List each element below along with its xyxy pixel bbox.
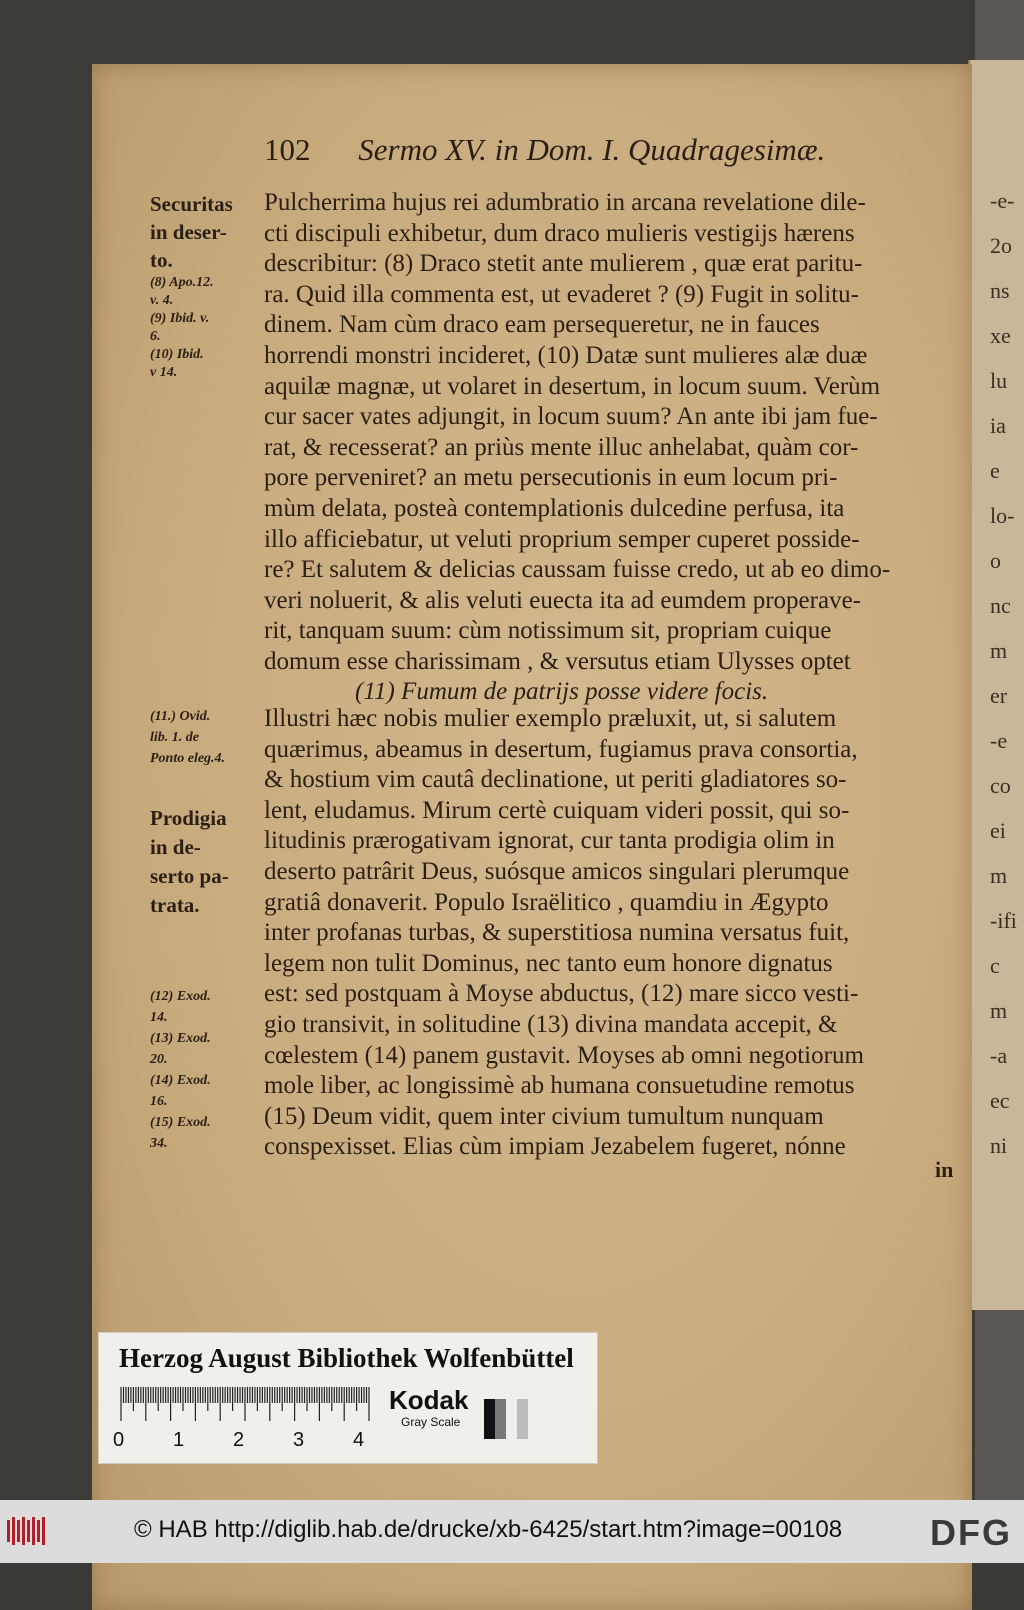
adjacent-text-fragment: xe: [990, 323, 1011, 348]
text-line: horrendi monstri incideret, (10) Datæ sunt mulieres alæ duæ: [264, 342, 868, 369]
adjacent-text-fragment: c: [990, 953, 1000, 978]
margin-note-prodigia: trata.: [150, 893, 200, 917]
text-line: mole liber, ac longissimè ab humana consuetudine remotus: [264, 1072, 855, 1100]
adjacent-text-fragment: -e: [990, 728, 1008, 753]
margin-note-reference: 16.: [150, 1094, 168, 1109]
margin-note-reference: (10) Ibid.: [150, 347, 204, 362]
text-line: aquilæ magnæ, ut volaret in desertum, in locum suum. Verùm: [264, 372, 881, 400]
text-line: pore perveniret? an metu persecutionis in eum locum pri-: [264, 464, 838, 492]
adjacent-text-fragment: m: [990, 638, 1008, 663]
margin-note-securitas: in deser-: [150, 220, 227, 244]
margin-note-reference: 34.: [150, 1136, 168, 1151]
margin-note-reference: 20.: [150, 1052, 168, 1067]
adjacent-text-fragment: ec: [990, 1088, 1010, 1113]
margin-note-prodigia: in de-: [150, 835, 201, 859]
adjacent-text-fragment: ns: [990, 278, 1010, 303]
adjacent-text-fragment: m: [990, 863, 1008, 888]
text-line: deserto patrârit Deus, suósque amicos singulari plerumque: [264, 858, 850, 885]
margin-note-ovid: Ponto eleg.4.: [150, 751, 226, 766]
text-line: litudinis prærogativam ignorat, cur tanta prodigia olim in: [264, 827, 835, 855]
adjacent-text-fragment: ia: [990, 413, 1006, 438]
hab-barcode-icon: [6, 1514, 48, 1548]
text-line: legem non tulit Dominus, nec tanto eum honore dignatus: [264, 949, 833, 977]
text-line: est: sed postquam à Moyse abductus, (12) mare sicco vesti-: [264, 980, 859, 1008]
margin-note-reference: (8) Apo.12.: [150, 275, 214, 290]
kodak-subtitle: Gray Scale: [401, 1415, 461, 1429]
adjacent-text-fragment: lu: [990, 368, 1008, 393]
adjacent-text-fragment: -a: [990, 1043, 1008, 1068]
adjacent-text-fragment: ei: [990, 818, 1006, 843]
text-line: cœlestem (14) panem gustavit. Moyses ab omni negotiorum: [264, 1041, 864, 1069]
text-line: Illustri hæc nobis mulier exemplo præluxit, ut, si salutem: [264, 705, 837, 732]
text-line: conspexisset. Elias cùm impiam Jezabelem fugeret, nónne: [264, 1133, 846, 1161]
text-line: dinem. Nam cùm draco eam persequeretur, ne in fauces: [264, 311, 820, 339]
measurement-ruler: [119, 1387, 371, 1423]
text-line: rat, & recesserat? an priùs mente illuc anhelabat, quàm cor-: [264, 433, 859, 461]
catchword: in: [935, 1157, 954, 1182]
adjacent-text-fragment: ni: [990, 1133, 1008, 1158]
margin-note-reference: 6.: [150, 329, 161, 344]
margin-note-reference: (9) Ibid. v.: [150, 311, 210, 326]
text-line: lent, eludamus. Mirum certè cuiquam videri possit, qui so-: [264, 796, 850, 824]
adjacent-text-fragment: lo-: [990, 503, 1015, 528]
adjacent-text-fragment: -ifi: [990, 908, 1017, 933]
margin-note-reference: (13) Exod.: [150, 1031, 211, 1046]
text-line: & hostium vim cautâ declinatione, ut periti gladiatores so-: [264, 766, 847, 794]
text-line: (15) Deum vidit, quem inter civium tumultum nunquam: [264, 1102, 824, 1130]
adjacent-text-fragment: nc: [990, 593, 1011, 618]
text-line: re? Et salutem & delicias caussam fuisse credo, ut ab eo dimo-: [264, 556, 891, 584]
text-line: mùm delata, posteà contemplationis dulcedine perfusa, ita: [264, 495, 845, 522]
margin-note-ovid: lib. 1. de: [150, 730, 199, 745]
margin-note-ovid: (11.) Ovid.: [150, 709, 211, 724]
text-line: veri noluerit, & alis veluti euecta ita ad eumdem properave-: [264, 586, 861, 614]
page-number: 102: [264, 132, 311, 167]
library-name: Herzog August Bibliothek Wolfenbüttel: [119, 1343, 574, 1373]
text-line: Pulcherrima hujus rei adumbratio in arcana revelatione dile-: [264, 189, 866, 216]
margin-note-securitas: to.: [150, 248, 173, 272]
ruler-number: 4: [353, 1429, 365, 1451]
text-line: gio transivit, in solitudine (13) divina mandata accepit, &: [264, 1011, 838, 1038]
margin-note-reference: (14) Exod.: [150, 1073, 211, 1088]
text-line: describitur: (8) Draco stetit ante mulierem , quæ erat paritu-: [264, 250, 863, 278]
text-line: rit, tanquam suum: cùm notissimum sit, propriam cuique: [264, 617, 832, 645]
text-line: quærimus, abeamus in desertum, fugiamus prava consortia,: [264, 735, 858, 763]
ruler-number: 1: [173, 1429, 185, 1451]
library-card: [98, 1332, 598, 1464]
text-line: illo afficiebatur, ut veluti proprium semper cuperet posside-: [264, 525, 860, 553]
adjacent-text-fragment: -e-: [990, 188, 1015, 213]
text-line: inter profanas turbas, & superstitiosa numina versatus fuit,: [264, 919, 850, 947]
text-line: cur sacer vates adjungit, in locum suum? An ante ibi jam fue-: [264, 403, 878, 431]
copyright-url[interactable]: © HAB http://diglib.hab.de/drucke/xb-6425/start.htm?image=00108: [134, 1516, 843, 1543]
margin-note-reference: (12) Exod.: [150, 989, 211, 1004]
ruler-number: 3: [293, 1429, 305, 1451]
margin-note-reference: (15) Exod.: [150, 1115, 211, 1130]
adjacent-text-fragment: m: [990, 998, 1008, 1023]
quoted-verse: (11) Fumum de patrijs posse videre focis.: [355, 678, 769, 705]
kodak-logo: Kodak: [389, 1385, 469, 1415]
margin-note-reference: v. 4.: [150, 293, 174, 308]
ruler-number: 2: [233, 1429, 245, 1451]
text-line: domum esse charissimam , & versutus etiam Ulysses optet: [264, 648, 851, 675]
text-line: gratiâ donaverit. Populo Israëlitico , quamdiu in Ægypto: [264, 888, 829, 916]
dfg-logo: DFG: [930, 1512, 1012, 1553]
running-title: Sermo XV. in Dom. I. Quadragesimæ.: [358, 132, 826, 167]
text-line: ra. Quid illa commenta est, ut evaderet ? (9) Fugit in solitu-: [264, 280, 859, 308]
adjacent-text-fragment: e: [990, 458, 1000, 483]
gray-scale-patch: [484, 1399, 528, 1439]
margin-note-reference: 14.: [150, 1010, 168, 1025]
text-line: cti discipuli exhibetur, dum draco mulieris vestigijs hærens: [264, 219, 855, 247]
ruler-number: 0: [113, 1429, 125, 1451]
margin-note-prodigia: Prodigia: [150, 806, 227, 830]
margin-note-prodigia: serto pa-: [150, 864, 229, 888]
margin-note-reference: v 14.: [150, 365, 178, 380]
adjacent-text-fragment: co: [990, 773, 1011, 798]
adjacent-text-fragment: 2o: [990, 233, 1012, 258]
page-header: [264, 132, 825, 168]
adjacent-text-fragment: o: [990, 548, 1001, 573]
adjacent-text-fragment: er: [990, 683, 1008, 708]
margin-note-securitas: Securitas: [150, 192, 233, 216]
footer-bar: [0, 1500, 1024, 1563]
